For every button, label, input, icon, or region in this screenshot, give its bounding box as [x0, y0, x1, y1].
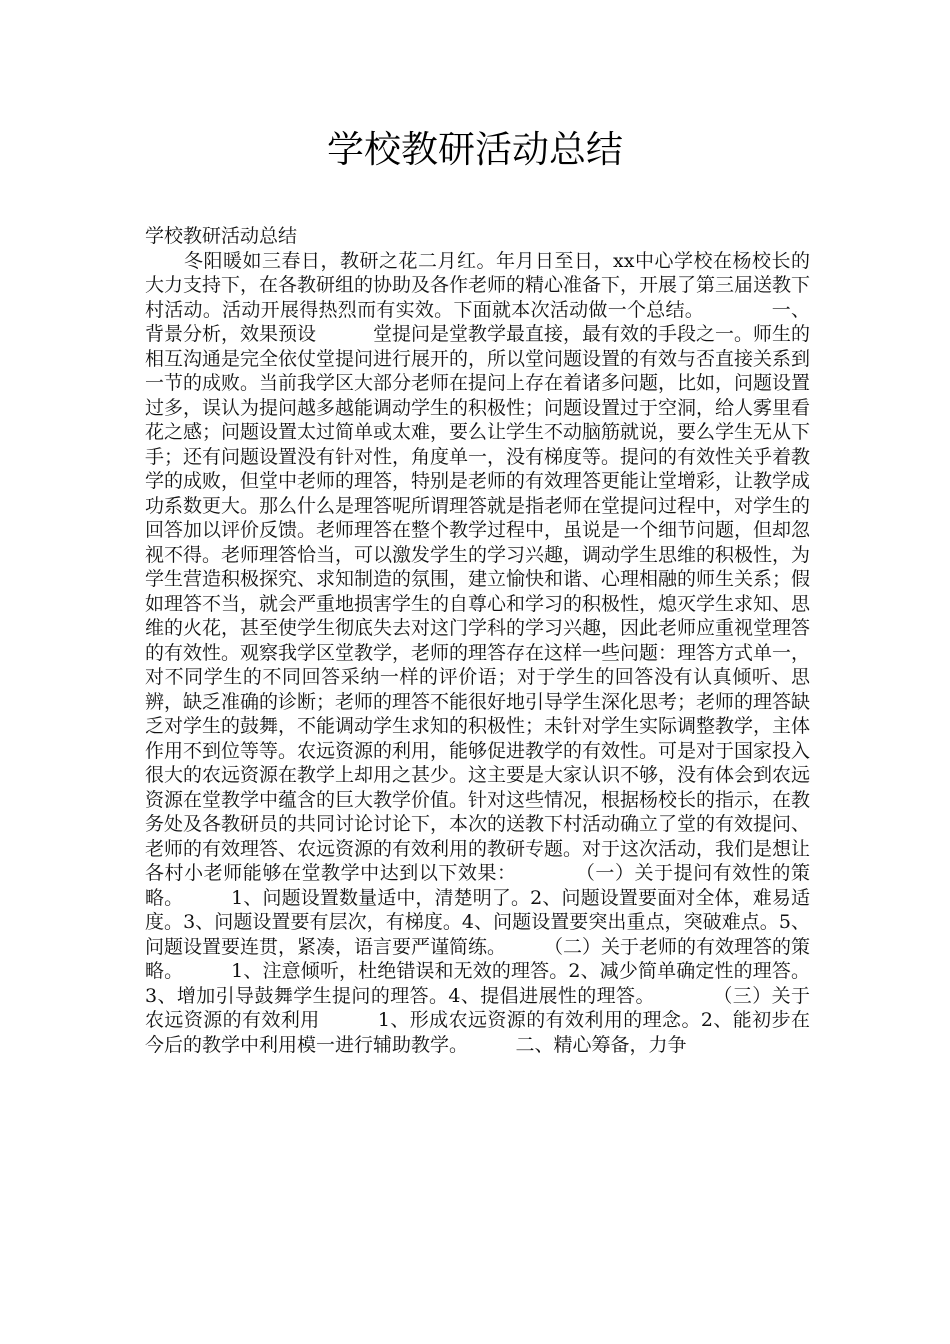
document-subtitle: 学校教研活动总结 — [145, 225, 298, 247]
body-paragraph: 冬阳暖如三春日，教研之花二月红。年月日至日，xx中心学校在杨校长的大力支持下，在各教研组的协助及各作老师的精心准备下，开展了第三届送教下村活动。活动开展得热烈而有实效。下面就本次活动做一个总结。 一、背景分析，效果预设 堂提问是堂教学最直接，最有效的手段之一。师生的相互沟通是完全依仗堂提问进行展开的，所以堂问题设置的有效与否直接关系到一节的成败。当前我学区大部分老师在提问上存在着诸多问题，比如，问题设置过多，误认为提问越多越能调动学生的积极性；问题设置过于空洞，给人雾里看花之感；问题设置太过简单或太难，要么让学生不动脑筋就说，要么学生无从下手；还有问题设置没有针对性，角度单一，没有梯度等。提问的有效性关乎着教学的成败，但堂中老师的理答，特别是老师的有效理答更能让堂增彩，让教学成功系数更大。那么什么是理答呢所谓理答就是指老师在堂提问过程中，对学生的回答加以评价反馈。老师理答在整个教学过程中，虽说是一个细节问题，但却忽视不得。老师理答恰当，可以激发学生的学习兴趣，调动学生思维的积极性，为学生营造积极探究、求知制造的氛围，建立愉快和谐、心理相融的师生关系；假如理答不当，就会严重地损害学生的自尊心和学习的积极性，熄灭学生求知、思维的火花，甚至使学生彻底失去对这门学科的学习兴趣，因此老师应重视堂理答的有效性。观察我学区堂教学，老师的理答存在这样一些问题：理答方式单一，对不同学生的不同回答采纳一样的评价语；对于学生的回答没有认真倾听、思辨，缺乏准确的诊断；老师的理答不能很好地引导学生深化思考；老师的理答缺乏对学生的鼓舞，不能调动学生求知的积极性；未针对学生实际调整教学，主体作用不到位等等。农远资源的利用，能够促进教学的有效性。可是对于国家投入很大的农远资源在教学上却用之甚少。这主要是大家认识不够，没有体会到农远资源在堂教学中蕴含的巨大教学价值。针对这些情况，根据杨校长的指示，在教务处及各教研员的共同讨论讨论下，本次的送教下村活动确立了堂的有效提问、老师的有效理答、农远资源的有效利用的教研专题。对于这次活动，我们是想让各村小老师能够在堂教学中达到以下效果： （一）关于提问有效性的策略。 1、问题设置数量适中，清楚明了。2、问题设置要面对全体，难易适度。3、问题设置要有层次，有梯度。4、问题设置要突出重点，突破难点。5、问题设置要连贯，紧凑，语言要严谨简练。 （二）关于老师的有效理答的策略。 1、注意倾听，杜绝错误和无效的理答。2、减少简单确定性的理答。3、增加引导鼓舞学生提问的理答。4、提倡进展性的理答。 （三）关于农远资源的有效利用 1、形成农远资源的有效利用的理念。2、能初步在今后的教学中利用模一进行辅助教学。 二、精心筹备，力争 — [145, 249, 811, 1056]
document-body — [145, 224, 810, 1057]
document-title: 学校教研活动总结 — [327, 128, 623, 171]
